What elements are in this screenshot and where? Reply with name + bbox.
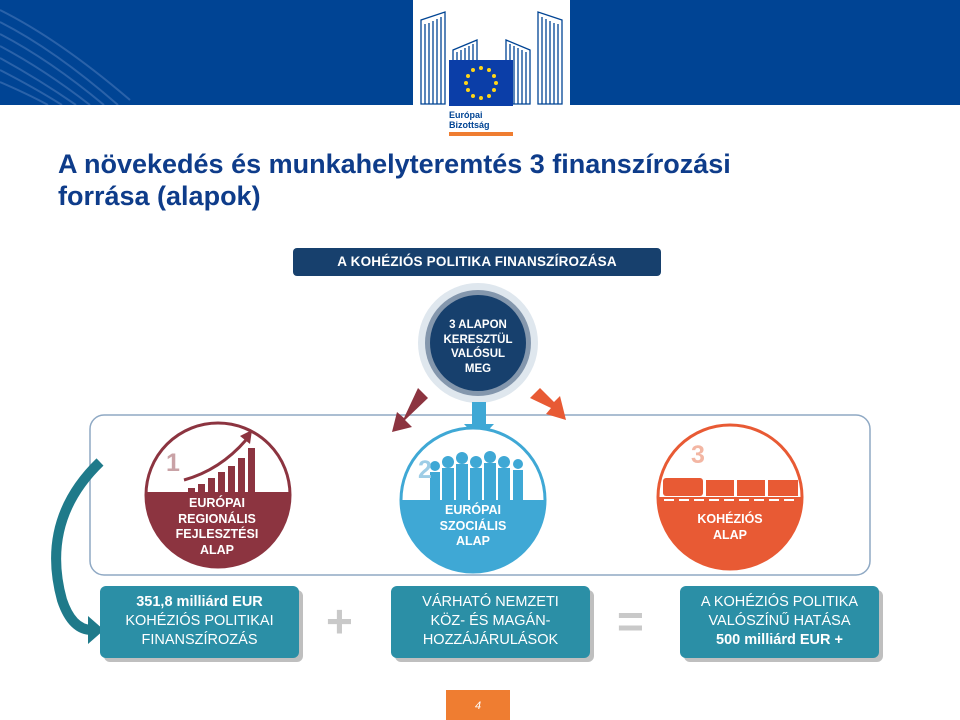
curved-arrow-icon bbox=[56, 462, 104, 644]
center-line-2: KERESZTÜL bbox=[443, 333, 513, 346]
equals-sign: = bbox=[617, 595, 644, 647]
fund-2-line-2: SZOCIÁLIS bbox=[439, 518, 507, 533]
box1-line-3: FINANSZÍROZÁS bbox=[141, 632, 258, 648]
box1-line-1: 351,8 milliárd EUR bbox=[136, 594, 263, 610]
box3-line-2: VALÓSZÍNŰ HATÁSA bbox=[708, 613, 851, 629]
fund-1-line-3: FEJLESZTÉSI bbox=[175, 527, 259, 541]
fund-2-circle bbox=[401, 428, 545, 572]
arrow-left-icon bbox=[392, 388, 428, 432]
fund-3-line-1: KOHÉZIÓS bbox=[697, 512, 763, 526]
fund-3-label bbox=[670, 512, 790, 543]
plus-sign: + bbox=[326, 595, 353, 647]
fund-3-circle bbox=[658, 425, 802, 569]
box2-line-1: VÁRHATÓ NEMZETI bbox=[422, 594, 559, 610]
center-line-4: MEG bbox=[464, 362, 492, 375]
fund-2-label bbox=[415, 503, 531, 550]
fund-1-label bbox=[160, 496, 274, 558]
title-line-1: A növekedés és munkahelyteremtés 3 finanszírozási bbox=[58, 149, 731, 179]
fund-2-line-1: EURÓPAI bbox=[444, 503, 502, 517]
fund-2-line-3: ALAP bbox=[455, 534, 491, 548]
fund-1-line-2: REGIONÁLIS bbox=[178, 511, 256, 526]
center-circle-text bbox=[432, 318, 524, 376]
banner-cohesion-financing: A KOHÉZIÓS POLITIKA FINANSZÍROZÁSA bbox=[293, 248, 661, 276]
center-line-3: VALÓSUL bbox=[450, 348, 506, 360]
box1-line-2: KOHÉZIÓS POLITIKAI bbox=[125, 613, 274, 629]
fund-2-number: 2 bbox=[418, 456, 432, 484]
fund-3-line-2: ALAP bbox=[712, 527, 748, 542]
fund-1-line-1: EURÓPAI bbox=[188, 496, 246, 510]
national-contributions-box bbox=[391, 586, 590, 658]
logo-line-1: Európai bbox=[449, 110, 483, 120]
expected-impact-box bbox=[680, 586, 879, 658]
page-number: 4 bbox=[446, 690, 510, 720]
box2-line-3: HOZZÁJÁRULÁSOK bbox=[422, 632, 559, 648]
train-icon bbox=[663, 478, 798, 496]
logo-line-2: Bizottság bbox=[449, 120, 490, 130]
title-line-2: forrása (alapok) bbox=[58, 181, 261, 211]
box3-line-1: A KOHÉZIÓS POLITIKA bbox=[700, 594, 859, 610]
fund-1-line-4: ALAP bbox=[199, 542, 235, 557]
box3-line-3: 500 milliárd EUR + bbox=[716, 632, 843, 648]
box2-line-2: KÖZ- ÉS MAGÁN- bbox=[430, 613, 551, 629]
cohesion-funding-box bbox=[100, 586, 299, 658]
fund-3-number: 3 bbox=[691, 441, 705, 469]
fund-1-number: 1 bbox=[166, 449, 180, 477]
center-line-1: 3 ALAPON bbox=[449, 319, 507, 331]
